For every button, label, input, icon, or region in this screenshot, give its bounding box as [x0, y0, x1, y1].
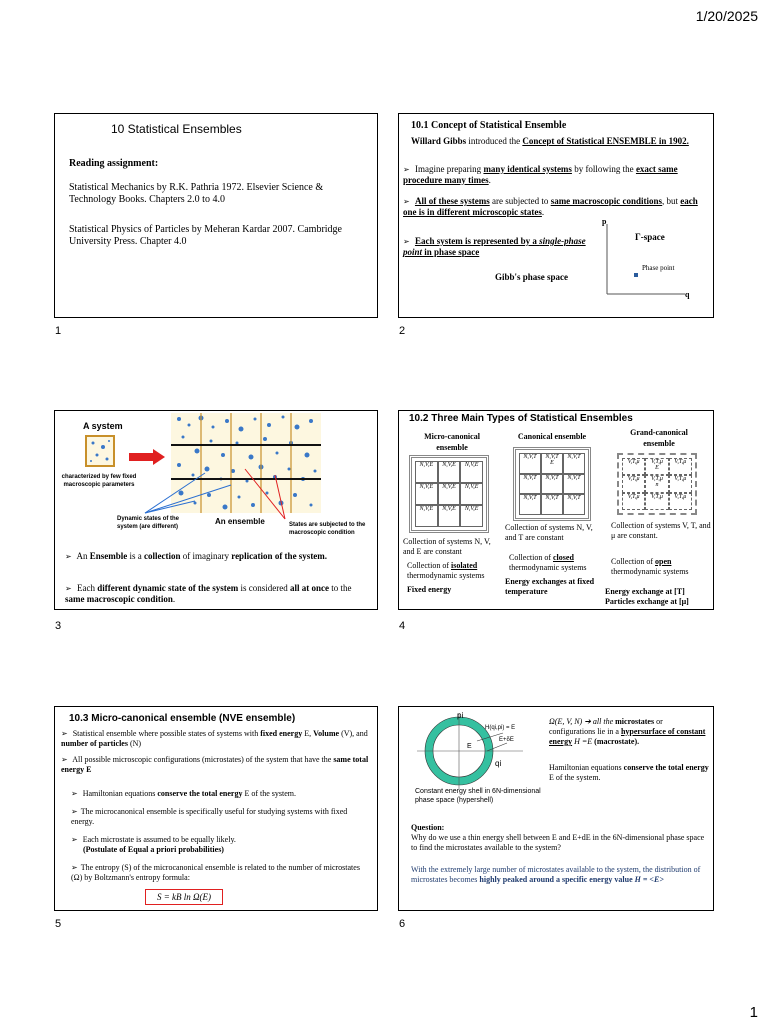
slide-title: 10.2 Three Main Types of Statistical Ensembles — [409, 413, 633, 424]
col2-footer: Energy exchanges at fixed temperature — [505, 577, 595, 596]
col3-title: Grand-canonical ensemble — [630, 428, 688, 448]
slide-number: 5 — [55, 918, 62, 930]
slide-number: 6 — [399, 918, 406, 930]
gamma-space-label: Γ-space — [635, 232, 665, 242]
reference-2: Statistical Physics of Particles by Meheran Kardar 2007. Cambridge University Press. Chapter 4.0 — [69, 224, 342, 247]
phase-point-label: Phase point — [642, 264, 675, 272]
grid-cell: N,V,E — [460, 483, 483, 505]
col3-footer-1: Energy exchange at [T] — [605, 587, 685, 596]
bullet-5: ➢ Each microstate is assumed to be equally likely. (Postulate of Equal a priori probabilities) — [71, 835, 367, 855]
bullet-1: ➢ Statistical ensemble where possible states of systems with fixed energy E, Volume (V), and number of particles (N) — [61, 729, 371, 749]
col2-description: Collection of systems N, V, and T are constant — [505, 523, 593, 542]
bullet-2: ➢ All possible microscopic configurations (microstates) of the system that have the same total energy E — [61, 755, 371, 775]
bullet-2: ➢ All of these systems are subjected to same macroscopic conditions, but each one is in different microscopic states. — [403, 196, 703, 218]
grid-cell: V,T,μ — [669, 475, 692, 492]
bullet-6: ➢ The entropy (S) of the microcanonical ensemble is related to the number of microstates (Ω) by Boltzmann's entropy formula: — [71, 863, 367, 883]
slide-3 — [54, 410, 378, 610]
col1-title: Micro-canonical ensemble — [424, 432, 480, 452]
grid-cell: V,T,μ — [622, 493, 645, 510]
omega-text: Ω(E, V, N) ➔ all the microstates or configurations lie in a hypersurface of constant energy H =E (macrostate). — [549, 717, 706, 746]
document-date: 1/20/2025 — [695, 8, 758, 24]
grid-cell: V,T,μ — [645, 493, 668, 510]
grid-cell: N,V,E — [460, 461, 483, 483]
col2-title: Canonical ensemble — [517, 432, 587, 441]
an-ensemble-label: An ensemble — [215, 517, 265, 526]
grid-cell: N,V,T — [519, 453, 541, 474]
bullet-3: ➢ Hamiltonian equations conserve the total energy E of the system. — [71, 789, 367, 799]
slide-5 — [54, 706, 378, 911]
single-system-box — [85, 435, 115, 467]
col1-footer: Fixed energy — [407, 585, 452, 594]
e-label: E — [467, 743, 472, 750]
question-heading: Question: — [411, 823, 445, 832]
grid-cell: N,V,T — [541, 474, 563, 495]
energy-shell-diagram — [413, 711, 543, 791]
grid-cell: N,V,T — [519, 494, 541, 515]
axis-p-label: p — [602, 217, 607, 226]
microcanonical-grid — [409, 455, 489, 533]
grid-cell: V,T,μ — [669, 493, 692, 510]
grid-cell: N,V,E — [415, 483, 438, 505]
canonical-grid — [513, 447, 591, 521]
entropy-formula: S = kB ln Ω(E) — [145, 889, 223, 905]
pointer-lines — [135, 461, 315, 521]
col3-description: Collection of systems V, T, and μ are constant. — [611, 521, 711, 540]
bullet-4: ➢ The microcanonical ensemble is specifically useful for studying systems with fixed energy. — [71, 807, 367, 827]
slide-title: 10.3 Micro-canonical ensemble (NVE ensemble) — [69, 713, 296, 724]
grid-cell: N,V,T — [541, 494, 563, 515]
grid-cell: N,V,T — [563, 474, 585, 495]
gibbs-label: Gibb's phase space — [495, 272, 569, 282]
phase-space-plot — [595, 212, 713, 304]
subjected-label: States are subjected to the macroscopic condition — [289, 522, 366, 536]
intro-text: Willard Gibbs introduced the Concept of Statistical ENSEMBLE in 1902. — [411, 136, 689, 146]
grid-cell: N,V,E — [438, 505, 461, 527]
bullet-1: ➢ An Ensemble is a collection of imaginary replication of the system. — [65, 551, 365, 562]
dynamic-states-label: Dynamic states of the system (are different) — [117, 516, 180, 530]
axis-q-label: q — [685, 290, 690, 299]
answer-text: With the extremely large number of microstates available to the system, the distribution of microstates becomes highly peaked around a specific energy value H = <E> — [411, 865, 701, 884]
phase-point-marker — [634, 273, 638, 277]
q-axis-label: qi — [495, 759, 502, 768]
reading-heading: Reading assignment: — [69, 158, 159, 169]
a-system-label: A system — [83, 421, 123, 431]
col3-footer-2: Particles exchange at [μ] — [605, 597, 689, 606]
bullet-3: ➢ Each system is represented by a single-phase point in phase space — [403, 236, 593, 258]
question-text: Why do we use a thin energy shell between E and E+dE in the 6N-dimensional phase space to find the microstates available to the system? — [411, 833, 705, 852]
hamiltonian-text: Hamiltonian equations conserve the total energy E of the system. — [549, 763, 709, 782]
slide-number: 3 — [55, 620, 62, 632]
col1-sub: Collection of isolated thermodynamic systems — [407, 561, 485, 580]
grid-cell: V,T,μ — [669, 458, 692, 475]
grid-cell: V,T,μ — [622, 458, 645, 475]
e-plus-de-label: E+δE — [499, 737, 514, 743]
grid-cell: N,V,T — [563, 494, 585, 515]
slide-2 — [398, 113, 714, 318]
reference-1: Statistical Mechanics by R.K. Pathria 1972. Elsevier Science & Technology Books. Chapters 2.0 to 4.0 — [69, 182, 324, 205]
grid-cell: N,V,T — [519, 474, 541, 495]
grid-cell: N,V,T E — [541, 453, 563, 474]
grid-cell: V,T,μ n — [645, 475, 668, 492]
grid-cell: N,V,E — [415, 461, 438, 483]
slide-number: 4 — [399, 620, 406, 632]
slide-1 — [54, 113, 378, 318]
grid-cell: N,V,E — [438, 461, 461, 483]
col1-description: Collection of systems N, V, and E are constant — [403, 537, 491, 556]
slide-number: 1 — [55, 325, 62, 337]
slide-6 — [398, 706, 714, 911]
slide-number: 2 — [399, 325, 406, 337]
characterized-label: characterized by few fixed macroscopic parameters — [61, 474, 137, 488]
grid-cell: V,T,μ — [622, 475, 645, 492]
grid-cell: V,T,μ E — [645, 458, 668, 475]
grid-cell: N,V,E — [438, 483, 461, 505]
shell-caption: Constant energy shell in 6N-dimensional phase space (hypershell) — [415, 788, 541, 804]
slide-4 — [398, 410, 714, 610]
grid-cell: N,V,E — [415, 505, 438, 527]
grid-cell: N,V,T — [563, 453, 585, 474]
page-number: 1 — [749, 1004, 758, 1021]
p-axis-label: pi — [457, 711, 464, 720]
bullet-2: ➢ Each different dynamic state of the system is considered all at once to the same macroscopic condition. — [65, 583, 365, 605]
bullet-1: ➢ Imagine preparing many identical systems by following the exact same procedure many times. — [403, 164, 703, 186]
col3-sub: Collection of open thermodynamic systems — [611, 557, 689, 576]
hamiltonian-label: H(qi,pi) = E — [485, 725, 516, 731]
slide-title: 10 Statistical Ensembles — [111, 122, 242, 136]
col2-sub: Collection of closed thermodynamic systems — [509, 553, 587, 572]
slide-title: 10.1 Concept of Statistical Ensemble — [411, 120, 567, 131]
grid-cell: N,V,E — [460, 505, 483, 527]
grand-canonical-grid — [617, 453, 697, 515]
